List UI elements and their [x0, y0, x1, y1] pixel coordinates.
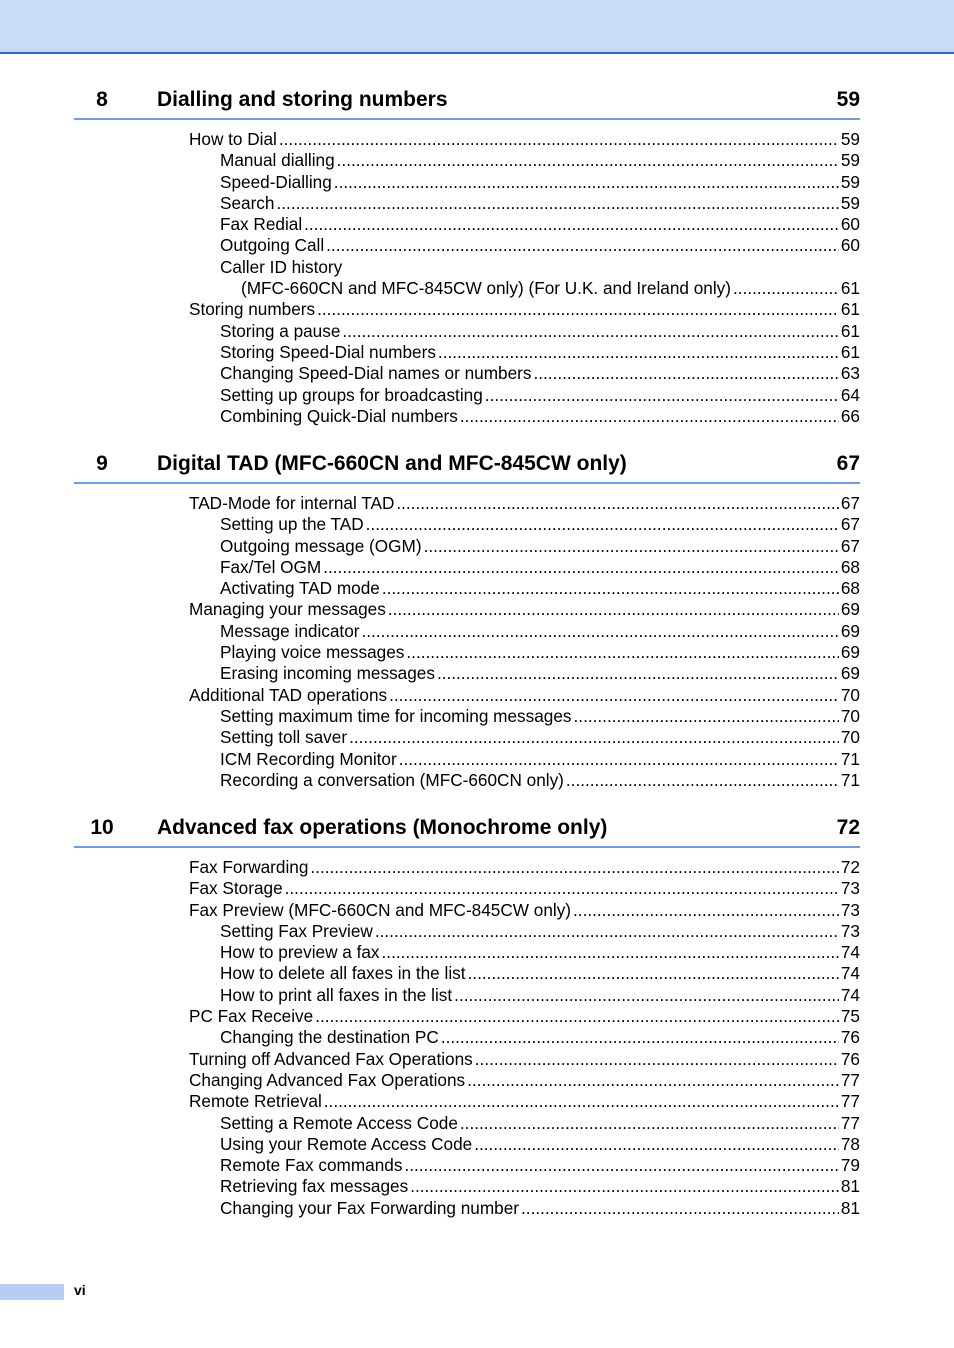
- dot-leader: [454, 985, 839, 1006]
- chapter-title: Digital TAD (MFC-660CN and MFC-845CW only): [157, 452, 627, 475]
- dot-leader: [573, 900, 839, 921]
- dot-leader: [460, 406, 839, 427]
- dot-leader: [285, 878, 839, 899]
- toc-entry[interactable]: [74, 1006, 860, 1027]
- toc-entry-title: Remote Fax commands: [220, 1155, 403, 1176]
- toc-entry[interactable]: [74, 342, 860, 363]
- toc-entry-page: 71: [840, 748, 860, 769]
- toc-entry-page: 64: [840, 384, 860, 405]
- toc-entry[interactable]: [74, 942, 860, 963]
- toc-entry[interactable]: [74, 493, 860, 514]
- toc-entry-title: Combining Quick-Dial numbers: [220, 405, 458, 426]
- dot-leader: [388, 599, 839, 620]
- toc-entry-title: Setting a Remote Access Code: [220, 1112, 458, 1133]
- toc-entry-title: Changing your Fax Forwarding number: [220, 1197, 520, 1218]
- toc-entry[interactable]: [74, 278, 860, 299]
- toc-entry-page: 59: [840, 129, 860, 149]
- toc-entry-page: 74: [840, 942, 860, 963]
- toc-entry-title: Managing your messages: [189, 599, 386, 620]
- toc-entry[interactable]: [74, 878, 860, 899]
- dot-leader: [441, 1027, 839, 1048]
- dot-leader: [389, 685, 839, 706]
- chapter-heading: [74, 816, 860, 848]
- dot-leader: [382, 942, 839, 963]
- toc-entry[interactable]: [74, 663, 860, 684]
- toc-entry-title: Changing the destination PC: [220, 1027, 439, 1048]
- toc-entry-title: Storing numbers: [189, 299, 316, 320]
- toc-entry-page: 61: [840, 320, 860, 341]
- dot-leader: [310, 857, 838, 878]
- toc-entry-title: Changing Advanced Fax Operations: [189, 1069, 466, 1090]
- toc-entry[interactable]: [74, 1027, 860, 1048]
- dot-leader: [382, 578, 839, 599]
- chapter-8: [74, 88, 860, 427]
- toc-entry-page: 74: [840, 963, 860, 984]
- toc-entry-page: 76: [840, 1048, 860, 1069]
- toc-entry-title: Storing a pause: [220, 320, 341, 341]
- toc-entry-page: 73: [840, 878, 860, 899]
- toc-entry[interactable]: [74, 172, 860, 193]
- dot-leader: [361, 621, 838, 642]
- toc-entry-title: Setting up groups for broadcasting: [220, 384, 483, 405]
- toc-entry[interactable]: [74, 321, 860, 342]
- chapter-entries: [74, 493, 860, 791]
- page-header-band: [0, 0, 954, 54]
- dot-leader: [404, 1155, 838, 1176]
- toc-entry[interactable]: [74, 642, 860, 663]
- dot-leader: [410, 1176, 839, 1197]
- dot-leader: [279, 129, 839, 150]
- toc-entry-title: How to Dial: [189, 129, 277, 149]
- toc-entry[interactable]: [74, 770, 860, 791]
- toc-entry[interactable]: [74, 129, 860, 150]
- toc-entry-title: Speed-Dialling: [220, 171, 332, 192]
- toc-entry-title: Remote Retrieval: [189, 1091, 322, 1112]
- dot-leader: [485, 385, 839, 406]
- dot-leader: [468, 963, 839, 984]
- toc-entry[interactable]: [74, 1113, 860, 1134]
- dot-leader: [349, 727, 839, 748]
- toc-entry-title: Turning off Advanced Fax Operations: [189, 1048, 473, 1069]
- toc-entry[interactable]: [74, 150, 860, 171]
- dot-leader: [566, 770, 839, 791]
- toc-entry-page: 59: [840, 192, 860, 213]
- toc-entry[interactable]: [74, 985, 860, 1006]
- toc-entry-title: Manual dialling: [220, 150, 335, 171]
- dot-leader: [521, 1198, 839, 1219]
- dot-leader: [438, 342, 839, 363]
- toc-entry-title: Outgoing message (OGM): [220, 535, 422, 556]
- toc-entry-page: 67: [840, 535, 860, 556]
- toc-entry[interactable]: [74, 235, 860, 256]
- toc-entry-page: 63: [840, 363, 860, 384]
- toc-entry-title: Fax Forwarding: [189, 857, 309, 877]
- toc-entry-page: 81: [840, 1197, 860, 1218]
- toc-entry-page: 70: [840, 684, 860, 705]
- toc-entry[interactable]: [74, 921, 860, 942]
- toc-entry-page: 66: [840, 405, 860, 426]
- toc-entry[interactable]: [74, 1176, 860, 1197]
- toc-entry[interactable]: [74, 900, 860, 921]
- toc-entry-page: 68: [840, 556, 860, 577]
- toc-entry-title: Erasing incoming messages: [220, 663, 435, 684]
- toc-entry-title: Caller ID history: [220, 256, 343, 277]
- chapter-title: Advanced fax operations (Monochrome only): [157, 816, 608, 839]
- dot-leader: [460, 1113, 839, 1134]
- chapter-page: 59: [836, 88, 860, 111]
- toc-entry-title: Playing voice messages: [220, 642, 405, 663]
- toc-entry[interactable]: [74, 406, 860, 427]
- toc-entry-title: PC Fax Receive: [189, 1006, 314, 1027]
- dot-leader: [574, 706, 839, 727]
- dot-leader: [475, 1049, 839, 1070]
- toc-entry-page: 77: [840, 1069, 860, 1090]
- toc-entry-page: 61: [840, 278, 860, 299]
- dot-leader: [304, 214, 839, 235]
- toc-entry[interactable]: [74, 963, 860, 984]
- toc-entry[interactable]: [74, 599, 860, 620]
- toc-entry[interactable]: [74, 514, 860, 535]
- toc-entry-title: Retrieving fax messages: [220, 1176, 409, 1197]
- toc-entry[interactable]: [74, 557, 860, 578]
- toc-entry[interactable]: [74, 621, 860, 642]
- toc-entry-page: 69: [840, 642, 860, 663]
- toc-entry[interactable]: [74, 1070, 860, 1091]
- toc-entry-page: 60: [840, 214, 860, 235]
- dot-leader: [375, 921, 839, 942]
- toc-entry[interactable]: [74, 193, 860, 214]
- toc-entry[interactable]: [74, 257, 860, 278]
- dot-leader: [396, 493, 839, 514]
- toc-entry-page: 68: [840, 578, 860, 599]
- toc-entry-title: TAD-Mode for internal TAD: [189, 493, 395, 513]
- toc-entry[interactable]: [74, 727, 860, 748]
- toc-entry-title: Setting maximum time for incoming messages: [220, 705, 572, 726]
- dot-leader: [467, 1070, 839, 1091]
- chapter-page: 72: [836, 816, 860, 839]
- toc-entry[interactable]: [74, 299, 860, 320]
- toc-entry-page: 77: [840, 1091, 860, 1112]
- toc-entry-page: 73: [840, 899, 860, 920]
- toc-entry[interactable]: [74, 706, 860, 727]
- toc-entry[interactable]: [74, 578, 860, 599]
- dot-leader: [315, 1006, 839, 1027]
- toc-entry-title: Activating TAD mode: [220, 578, 380, 599]
- toc-entry-title: Setting up the TAD: [220, 514, 364, 535]
- dot-leader: [399, 749, 839, 770]
- toc-entry-title: (MFC-660CN and MFC-845CW only) (For U.K. and Ireland only): [241, 278, 731, 299]
- toc-entry-page: 60: [840, 235, 860, 256]
- dot-leader: [406, 642, 838, 663]
- chapter-page: 67: [836, 452, 860, 475]
- toc-entry-page: 59: [840, 171, 860, 192]
- dot-leader: [326, 235, 839, 256]
- dot-leader: [424, 536, 839, 557]
- toc-entry-page: 78: [840, 1133, 860, 1154]
- toc-entry-page: 69: [840, 620, 860, 641]
- toc-entry-page: 73: [840, 920, 860, 941]
- toc-entry-title: Recording a conversation (MFC-660CN only): [220, 769, 564, 790]
- toc-entry-page: 77: [840, 1112, 860, 1133]
- toc-entry-title: How to preview a fax: [220, 942, 380, 963]
- chapter-heading: [74, 88, 860, 120]
- dot-leader: [323, 557, 839, 578]
- toc-entry[interactable]: [74, 1091, 860, 1112]
- toc-entry-page: 67: [840, 493, 860, 513]
- toc-entry-page: 69: [840, 663, 860, 684]
- dot-leader: [276, 193, 838, 214]
- toc-entry[interactable]: [74, 1134, 860, 1155]
- toc-entry[interactable]: [74, 385, 860, 406]
- toc-entry-title: Fax Storage: [189, 878, 283, 899]
- toc-entry[interactable]: [74, 214, 860, 235]
- dot-leader: [334, 172, 839, 193]
- toc-entry[interactable]: [74, 1198, 860, 1219]
- dot-leader: [337, 150, 839, 171]
- dot-leader: [317, 299, 839, 320]
- toc-entry-page: 70: [840, 705, 860, 726]
- toc-entry-page: 81: [840, 1176, 860, 1197]
- chapter-title: Dialling and storing numbers: [157, 88, 448, 111]
- chapter-entries: [74, 129, 860, 427]
- toc-entry-page: 76: [840, 1027, 860, 1048]
- toc-entry-page: 69: [840, 599, 860, 620]
- toc-entry-title: Search: [220, 192, 275, 213]
- toc-entry[interactable]: [74, 857, 860, 878]
- toc-entry[interactable]: [74, 536, 860, 557]
- toc-entry-title: Storing Speed-Dial numbers: [220, 341, 436, 362]
- toc-entry-title: Message indicator: [220, 620, 360, 641]
- toc-entry-page: 59: [840, 150, 860, 171]
- toc-entry-title: How to print all faxes in the list: [220, 984, 453, 1005]
- toc-entry[interactable]: [74, 749, 860, 770]
- toc-entry-title: Fax Preview (MFC-660CN and MFC-845CW only): [189, 899, 572, 920]
- toc-entry-title: Additional TAD operations: [189, 684, 388, 705]
- toc-entry-page: 79: [840, 1155, 860, 1176]
- toc-entry-title: ICM Recording Monitor: [220, 748, 397, 769]
- dot-leader: [474, 1134, 839, 1155]
- chapter-heading: [74, 452, 860, 484]
- toc-entry-page: 67: [840, 514, 860, 535]
- toc-entry-title: How to delete all faxes in the list: [220, 963, 466, 984]
- chapter-entries: [74, 857, 860, 1219]
- toc-entry-page: 75: [840, 1006, 860, 1027]
- toc-entry-title: Setting toll saver: [220, 727, 348, 748]
- chapter-10: [74, 816, 860, 1219]
- toc-entry-page: 74: [840, 984, 860, 1005]
- chapter-number: 9: [96, 452, 108, 475]
- dot-leader: [533, 363, 838, 384]
- footer-tab: [0, 1284, 64, 1300]
- chapter-number: 8: [96, 88, 108, 111]
- dot-leader: [324, 1091, 839, 1112]
- toc-entry-page: 61: [840, 299, 860, 320]
- toc-entry-title: Changing Speed-Dial names or numbers: [220, 363, 532, 384]
- toc-entry-title: Setting Fax Preview: [220, 920, 373, 941]
- toc-entry[interactable]: [74, 1155, 860, 1176]
- toc-entry-page: 61: [840, 341, 860, 362]
- toc-entry-title: Fax Redial: [220, 214, 303, 235]
- chapter-9: [74, 452, 860, 791]
- dot-leader: [733, 278, 839, 299]
- toc-entry[interactable]: [74, 685, 860, 706]
- footer-page-number: vi: [74, 1282, 86, 1298]
- toc-entry-page: 72: [840, 857, 860, 877]
- chapter-number: 10: [90, 816, 114, 839]
- toc-entry-title: Outgoing Call: [220, 235, 325, 256]
- toc-entry-page: 71: [840, 769, 860, 790]
- toc-entry[interactable]: [74, 1049, 860, 1070]
- toc-entry-page: 70: [840, 727, 860, 748]
- toc-entry-title: Using your Remote Access Code: [220, 1133, 473, 1154]
- toc-entry-title: Fax/Tel OGM: [220, 556, 322, 577]
- dot-leader: [366, 514, 839, 535]
- dot-leader: [342, 321, 838, 342]
- dot-leader: [437, 663, 839, 684]
- toc-entry[interactable]: [74, 363, 860, 384]
